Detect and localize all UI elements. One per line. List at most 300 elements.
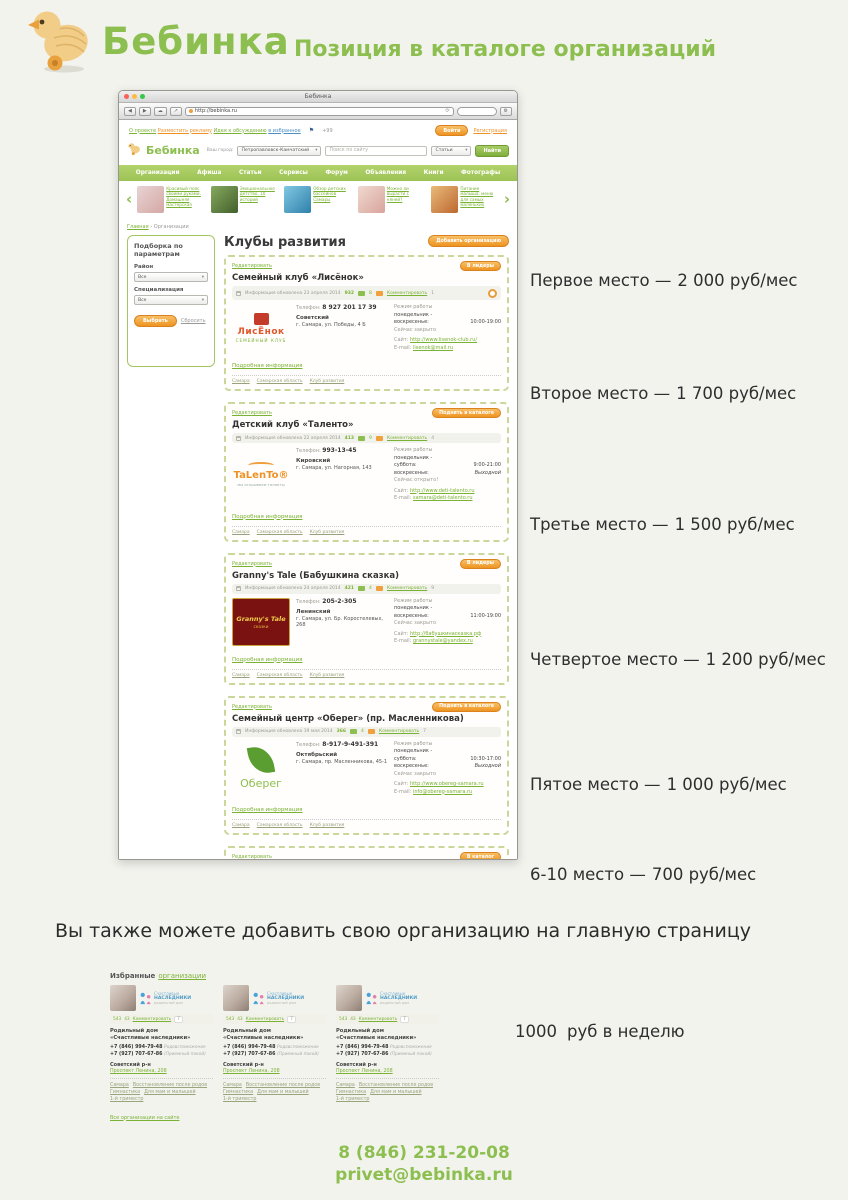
tag-links bbox=[232, 823, 501, 828]
tag-link[interactable]: Клуб развития bbox=[309, 823, 345, 828]
organization-card bbox=[224, 846, 509, 859]
tag-link[interactable]: Для мам и малышей bbox=[257, 1090, 309, 1096]
divider bbox=[232, 819, 501, 820]
carousel-item[interactable] bbox=[137, 186, 205, 213]
nav-item[interactable]: Форум bbox=[325, 170, 348, 176]
address: г. Самара, пр. Масленникова, 45-1 bbox=[296, 758, 388, 765]
featured-tags bbox=[110, 1082, 213, 1104]
featured-district: Советский р-н bbox=[336, 1061, 377, 1068]
logo-text: TaLenTo® bbox=[233, 470, 289, 482]
phone-number: 8 927 201 17 39 bbox=[322, 304, 377, 311]
schedule-row: воскресенье: 11:00-19:00 bbox=[394, 612, 501, 619]
phone-label: Телефон: bbox=[296, 448, 321, 454]
district: Октябрьский bbox=[296, 751, 338, 758]
organization-logo bbox=[232, 304, 290, 352]
schedule-row: воскресенье: 10:00-19:00 bbox=[394, 319, 501, 325]
logo-subtext: сказки bbox=[253, 623, 269, 629]
featured-photo bbox=[336, 985, 362, 1011]
logo-text: ЛисЁнок bbox=[237, 327, 285, 337]
register-link[interactable]: Регистрация bbox=[473, 127, 507, 134]
details-link[interactable]: Подробная информация bbox=[232, 807, 303, 813]
browser-search-field[interactable] bbox=[457, 107, 497, 116]
filter-panel bbox=[127, 235, 215, 367]
logo-text: Granny's Tale bbox=[236, 614, 286, 623]
contact-email[interactable]: privet@bebinka.ru bbox=[335, 1165, 513, 1185]
weekly-price-suffix: руб в неделю bbox=[567, 1022, 685, 1041]
featured-label: Избранные bbox=[110, 972, 156, 980]
tag-links bbox=[232, 530, 501, 535]
divider bbox=[110, 1078, 213, 1079]
nav-item[interactable]: Книги bbox=[423, 170, 444, 176]
site-label: Сайт: bbox=[394, 337, 409, 343]
details-link[interactable]: Подробная информация bbox=[232, 656, 303, 663]
price-value: 1 500 руб/мес bbox=[674, 515, 795, 534]
organization-name: Детский клуб «Таленто» bbox=[232, 420, 354, 430]
edit-link[interactable]: Редактировать bbox=[232, 263, 272, 269]
article-link[interactable]: Можно ли вырасти с няней? bbox=[386, 186, 409, 202]
schedule-row: понедельник - bbox=[394, 748, 433, 754]
logo-icon bbox=[248, 462, 274, 469]
schedule-row: понедельник - bbox=[394, 454, 433, 461]
gear-icon[interactable]: ⚙ bbox=[500, 107, 512, 116]
info-bar bbox=[232, 584, 501, 594]
article-thumbnail bbox=[358, 186, 385, 213]
article-thumbnail bbox=[137, 186, 164, 213]
address: г. Самара, ул. Бр. Коростелевых, 268 bbox=[296, 615, 384, 628]
phone-number: 8-917-9-491-391 bbox=[322, 740, 379, 748]
work-hours-label: Режим работы bbox=[394, 304, 433, 310]
price-value: 1 200 руб/мес bbox=[705, 650, 826, 669]
site-header bbox=[119, 139, 517, 165]
views-count: 543 bbox=[113, 1016, 122, 1022]
email-link[interactable]: info@obereg-samara.ru bbox=[412, 788, 473, 795]
likes-count: 43 bbox=[124, 1016, 130, 1022]
site-label: Сайт: bbox=[394, 487, 409, 494]
price-row bbox=[530, 650, 826, 670]
featured-photo bbox=[223, 985, 249, 1011]
likes-count: 9 bbox=[369, 435, 372, 441]
comments-count: 4 bbox=[431, 435, 435, 441]
tag-link[interactable]: Восстановление после родов bbox=[358, 1082, 434, 1088]
browser-toolbar bbox=[119, 103, 517, 120]
tag-link[interactable]: Самара bbox=[232, 672, 250, 678]
catalog-title: Клубы развития bbox=[224, 235, 346, 250]
bebinka-duck-logo bbox=[24, 6, 98, 78]
nav-item[interactable]: Афиша bbox=[197, 170, 222, 176]
forward-icon[interactable]: ▶ bbox=[139, 107, 151, 116]
comments-count: 7 bbox=[287, 1016, 296, 1023]
tag-link[interactable]: Самарская область bbox=[256, 823, 303, 828]
organization-card bbox=[224, 255, 509, 391]
logo-text: Оберег bbox=[240, 776, 282, 790]
phone-number: 993-13-45 bbox=[322, 447, 357, 454]
featured-address-link[interactable]: Проспект Ленина, 208 bbox=[336, 1068, 393, 1074]
promote-button[interactable]: В лидеры bbox=[460, 559, 501, 569]
email-link[interactable]: grannystale@yandex.ru bbox=[412, 638, 473, 644]
phone-label: Телефон: bbox=[296, 741, 321, 748]
featured-org-name: Родильный дом «Счастливые наследники» bbox=[110, 1028, 191, 1042]
promote-button[interactable]: Поднять в каталоге bbox=[432, 702, 501, 712]
contact-phone: 8 (846) 231-20-08 bbox=[338, 1143, 510, 1163]
divider bbox=[232, 375, 501, 376]
city-label: Ваш город: bbox=[206, 148, 234, 153]
likes-count: 4 bbox=[361, 729, 364, 734]
website-link[interactable]: http://бабушкинасказка.рф bbox=[410, 630, 482, 637]
tag-link[interactable]: Самара bbox=[232, 823, 250, 828]
organization-card bbox=[224, 402, 509, 542]
featured-photo bbox=[110, 985, 136, 1011]
breadcrumb: Главная › Организации bbox=[127, 224, 189, 230]
cloud-icon[interactable]: ☁ bbox=[154, 107, 167, 116]
comments-count: 7 bbox=[174, 1016, 183, 1023]
article-link[interactable]: Питание малыша: меню для самых маленьких bbox=[460, 186, 494, 208]
comment-link[interactable]: Комментировать bbox=[132, 1016, 172, 1022]
comment-link[interactable]: Комментировать bbox=[386, 290, 428, 296]
tag-link[interactable]: Для мам и малышей bbox=[370, 1090, 422, 1096]
tag-link[interactable]: 1-й триместр bbox=[336, 1097, 370, 1103]
site-content bbox=[119, 120, 517, 859]
like-icon[interactable] bbox=[350, 729, 357, 734]
email-label: E-mail: bbox=[394, 638, 412, 644]
divider bbox=[232, 669, 501, 670]
like-icon[interactable] bbox=[358, 291, 365, 296]
district-filter-label: Район bbox=[134, 264, 154, 271]
featured-organizations bbox=[110, 972, 450, 1123]
tag-link[interactable]: 1-й триместр bbox=[110, 1097, 144, 1103]
page-footer bbox=[0, 1143, 848, 1185]
site-topbar bbox=[119, 120, 517, 139]
search-scope-select[interactable]: Статьи ▾ bbox=[431, 146, 471, 156]
email-label: E-mail: bbox=[394, 344, 412, 351]
comment-link[interactable]: Комментировать bbox=[358, 1016, 398, 1022]
flag-icon bbox=[309, 127, 314, 134]
views-count: 932 bbox=[344, 290, 355, 296]
email-link[interactable]: lisenok@mail.ru bbox=[412, 344, 454, 351]
weekly-price-value: 1000 bbox=[515, 1022, 557, 1041]
logo-subtext: мы открываем таланты bbox=[237, 482, 285, 488]
favorites-count: +99 bbox=[322, 127, 333, 134]
views-count: 543 bbox=[339, 1016, 348, 1022]
article-thumbnail bbox=[284, 186, 311, 213]
price-label: Третье место — bbox=[530, 515, 669, 534]
price-row bbox=[530, 775, 826, 795]
price-row bbox=[530, 384, 826, 404]
featured-tags bbox=[223, 1082, 326, 1104]
article-thumbnail bbox=[431, 186, 458, 213]
price-value: 1 700 руб/мес bbox=[676, 384, 797, 403]
nav-item[interactable]: Объявления bbox=[365, 170, 407, 176]
carousel-next-icon[interactable]: › bbox=[503, 190, 510, 208]
schedule-row: воскресенье: Выходной bbox=[394, 763, 501, 769]
address: г. Самара, ул. Победы, 4 Б bbox=[296, 322, 366, 328]
window-title: Бебинка bbox=[304, 93, 332, 100]
city-select[interactable]: Петропавловск-Камчатский ▾ bbox=[237, 146, 321, 156]
browser-window bbox=[118, 90, 518, 860]
schedule-row: понедельник - bbox=[394, 311, 433, 318]
tag-link[interactable]: Восстановление после родов bbox=[245, 1082, 321, 1088]
tag-links bbox=[232, 379, 501, 384]
comment-link[interactable]: Комментировать bbox=[386, 435, 428, 441]
updated-text: Информация обновлена 19 мая 2014 bbox=[245, 729, 333, 734]
district: Советский bbox=[296, 315, 329, 321]
open-status: Сейчас закрыто bbox=[394, 770, 437, 777]
site-label: Сайт: bbox=[394, 781, 409, 787]
site-duck-logo bbox=[127, 141, 142, 160]
catalog-content bbox=[119, 219, 517, 859]
specialization-select[interactable]: Все ▾ bbox=[134, 295, 208, 305]
tag-link[interactable]: Самара bbox=[110, 1082, 129, 1088]
website-link[interactable]: http://www.deti-talento.ru bbox=[410, 487, 475, 494]
comment-link[interactable]: Комментировать bbox=[245, 1016, 285, 1022]
featured-phones: +7 (846) 994-79-48 Родовспоможение +7 (927) 707-67-86 (Приемный покой) bbox=[110, 1045, 206, 1057]
comments-count: 7 bbox=[400, 1016, 409, 1023]
likes-count: 8 bbox=[369, 290, 372, 296]
price-value: 2 000 руб/мес bbox=[677, 271, 798, 290]
info-bar bbox=[232, 727, 501, 737]
organization-logo bbox=[232, 741, 290, 797]
featured-logo: Счастливые НАСЛЕДНИКИ родильный дом bbox=[252, 991, 304, 1005]
divider bbox=[223, 1078, 326, 1079]
site-label: Сайт: bbox=[394, 630, 409, 637]
phone-label: Телефон: bbox=[296, 598, 321, 605]
featured-stats-bar bbox=[223, 1014, 326, 1024]
dislike-icon[interactable] bbox=[376, 291, 383, 296]
open-status: Сейчас открыто! bbox=[394, 477, 439, 483]
filter-title: Подборка по параметрам bbox=[134, 242, 183, 259]
work-hours-label: Режим работы bbox=[394, 740, 433, 747]
nav-item[interactable]: Фотографы bbox=[461, 170, 501, 176]
article-carousel bbox=[119, 181, 517, 219]
work-hours-label: Режим работы bbox=[394, 597, 433, 604]
article-link[interactable]: Эмоциональное детство. 10 историй bbox=[239, 186, 275, 202]
updated-text: Информация обновлена 22 апреля 2014 bbox=[245, 435, 341, 441]
organization-name: Семейный клуб «Лисёнок» bbox=[232, 273, 364, 283]
topbar-link[interactable]: Разместить рекламу bbox=[157, 127, 212, 134]
site-search-button[interactable]: Найти bbox=[475, 145, 508, 157]
listings-column bbox=[224, 235, 509, 859]
promote-button[interactable]: В лидеры bbox=[460, 261, 501, 271]
reload-icon[interactable]: ⟳ bbox=[445, 108, 450, 114]
price-row bbox=[530, 865, 826, 885]
carousel-prev-icon[interactable]: ‹ bbox=[126, 190, 133, 208]
address: г. Самара, ул. Нагорная, 143 bbox=[296, 465, 372, 471]
edit-link[interactable]: Редактировать bbox=[232, 854, 272, 859]
schedule-row: понедельник - bbox=[394, 605, 433, 611]
info-bar bbox=[232, 286, 501, 300]
details-link[interactable]: Подробная информация bbox=[232, 513, 303, 520]
website-link[interactable]: http://www.obereg-samara.ru bbox=[410, 781, 484, 787]
featured-logo: Счастливые НАСЛЕДНИКИ родильный дом bbox=[139, 991, 191, 1005]
calendar-icon bbox=[236, 729, 241, 734]
views-count: 543 bbox=[226, 1016, 235, 1022]
all-organizations-link[interactable]: Все организации на сайте bbox=[110, 1114, 180, 1121]
tag-link[interactable]: Восстановление после родов bbox=[132, 1082, 208, 1088]
featured-district: Советский р-н bbox=[223, 1061, 264, 1068]
login-button[interactable]: Войти bbox=[435, 125, 468, 136]
featured-org-name: Родильный дом «Счастливые наследники» bbox=[223, 1028, 304, 1042]
organization-logo bbox=[232, 447, 290, 503]
family-icon bbox=[139, 992, 152, 1005]
dislike-icon[interactable] bbox=[376, 436, 383, 441]
weekly-price bbox=[515, 1022, 685, 1041]
edit-link[interactable]: Редактировать bbox=[232, 560, 272, 567]
updated-text: Информация обновлена 23 апреля 2014 bbox=[245, 290, 341, 296]
views-count: 421 bbox=[344, 586, 355, 591]
comments-count: 9 bbox=[431, 586, 435, 591]
views-count: 413 bbox=[344, 435, 355, 441]
article-link[interactable]: Красивый пояс своими руками. Домашняя мастерская bbox=[166, 186, 201, 208]
comment-link[interactable]: Комментировать bbox=[386, 586, 428, 591]
price-list bbox=[530, 271, 826, 885]
carousel-item[interactable] bbox=[284, 186, 352, 213]
tag-link[interactable]: Самарская область bbox=[256, 379, 303, 384]
specialization-filter-label: Специализация bbox=[134, 287, 184, 294]
price-label: Второе место — bbox=[530, 384, 671, 403]
featured-stats-bar bbox=[336, 1014, 439, 1024]
filter-submit-button[interactable]: Выбрать bbox=[134, 315, 177, 327]
price-label: Четвертое место — bbox=[530, 650, 700, 669]
page-title: Позиция в каталоге организаций bbox=[294, 37, 717, 62]
price-label: Пятое место — bbox=[530, 775, 661, 794]
updated-text: Информация обновлена 24 апреля 2014 bbox=[245, 586, 341, 591]
tag-link[interactable]: Самара bbox=[232, 529, 250, 535]
calendar-icon bbox=[236, 436, 241, 441]
logo-icon bbox=[247, 744, 275, 776]
tag-link[interactable]: Самара bbox=[336, 1082, 355, 1088]
promote-button[interactable]: В каталог bbox=[460, 852, 501, 859]
district-select[interactable]: Все ▾ bbox=[134, 272, 208, 282]
email-link[interactable]: samara@deti-talento.ru bbox=[412, 495, 473, 501]
open-status: Сейчас закрыто bbox=[394, 620, 437, 626]
divider bbox=[336, 1078, 439, 1079]
info-bar bbox=[232, 433, 501, 443]
tag-links bbox=[232, 673, 501, 678]
schedule-row: воскресенье: Выходной bbox=[394, 469, 501, 476]
price-label: Первое место — bbox=[530, 271, 672, 290]
schedule-row: суббота: 10:30-17:00 bbox=[394, 755, 501, 762]
share-icon[interactable]: ↗ bbox=[170, 107, 182, 116]
article-link[interactable]: Обзор детских бассейнов Самары bbox=[313, 186, 346, 202]
calendar-icon bbox=[236, 291, 241, 296]
family-icon bbox=[365, 992, 378, 1005]
back-icon[interactable]: ◀ bbox=[124, 107, 136, 116]
views-count: 366 bbox=[336, 729, 346, 734]
phone-number: 205-2-305 bbox=[322, 597, 357, 605]
filter-reset-link[interactable]: Сбросить bbox=[180, 318, 206, 325]
breadcrumb-home-link[interactable]: Главная bbox=[127, 224, 149, 230]
nav-item[interactable]: Сервисы bbox=[279, 170, 308, 176]
topbar-link[interactable]: в избранное bbox=[268, 127, 301, 134]
price-label: 6-10 место — bbox=[530, 865, 646, 884]
organization-card bbox=[224, 696, 509, 836]
website-link[interactable]: http://www.lisenok-club.ru/ bbox=[410, 337, 478, 343]
family-icon bbox=[252, 992, 265, 1005]
leader-medal-icon bbox=[488, 289, 497, 298]
promote-button[interactable]: Поднять в каталоге bbox=[432, 408, 501, 418]
comment-link[interactable]: Комментировать bbox=[378, 729, 420, 734]
featured-address-link[interactable]: Проспект Ленина, 208 bbox=[223, 1068, 280, 1074]
site-brand: Бебинка bbox=[146, 144, 200, 157]
price-value: 700 руб/мес bbox=[651, 865, 757, 884]
featured-stats-bar bbox=[110, 1014, 213, 1024]
tag-link[interactable]: Самарская область bbox=[256, 529, 303, 535]
tag-link[interactable]: Самара bbox=[232, 379, 250, 384]
topbar-link[interactable]: О проекте bbox=[129, 127, 157, 134]
work-hours-label: Режим работы bbox=[394, 447, 433, 453]
divider bbox=[232, 526, 501, 527]
logo-icon bbox=[254, 313, 269, 325]
featured-phones: +7 (846) 994-79-48 Родовспоможение +7 (927) 707-67-86 (Приемный покой) bbox=[336, 1045, 432, 1057]
tag-link[interactable]: Клуб развития bbox=[309, 379, 345, 384]
tag-link[interactable]: Клуб развития bbox=[309, 672, 345, 678]
featured-address-link[interactable]: Проспект Ленина, 208 bbox=[110, 1068, 167, 1074]
browser-titlebar bbox=[119, 91, 517, 103]
topbar-link[interactable]: Идея к обсуждению bbox=[213, 127, 267, 134]
tag-link[interactable]: Самарская область bbox=[256, 672, 303, 678]
edit-link[interactable]: Редактировать bbox=[232, 410, 272, 416]
favicon bbox=[189, 109, 193, 113]
organization-name: Семейный центр «Оберег» (пр. Масленникова) bbox=[232, 713, 464, 724]
featured-phones: +7 (846) 994-79-48 Родовспоможение +7 (927) 707-67-86 (Приемный покой) bbox=[223, 1045, 319, 1057]
carousel-item[interactable] bbox=[431, 186, 499, 213]
featured-card bbox=[223, 985, 326, 1104]
add-organization-button[interactable]: Добавить организацию bbox=[428, 235, 509, 247]
tag-link[interactable]: Гимнастика bbox=[223, 1090, 254, 1096]
breadcrumb-current: Организации bbox=[153, 224, 189, 230]
edit-link[interactable]: Редактировать bbox=[232, 703, 272, 710]
site-search-input[interactable]: Поиск по сайту bbox=[325, 146, 427, 156]
organization-name: Granny's Tale (Бабушкина сказка) bbox=[232, 570, 400, 581]
carousel-item[interactable] bbox=[211, 186, 279, 213]
carousel-item[interactable] bbox=[358, 186, 426, 213]
featured-district: Советский р-н bbox=[110, 1061, 151, 1068]
email-label: E-mail: bbox=[394, 495, 412, 501]
like-icon[interactable] bbox=[358, 436, 365, 441]
article-thumbnail bbox=[211, 186, 238, 213]
nav-item[interactable]: Статьи bbox=[239, 170, 262, 176]
featured-organizations-link[interactable]: организации bbox=[158, 972, 207, 980]
logo-subtext: СЕМЕЙНЫЙ КЛУБ bbox=[235, 338, 287, 343]
open-status: Сейчас закрыто bbox=[394, 326, 437, 333]
nav-item[interactable]: Организации bbox=[135, 170, 180, 176]
like-icon[interactable] bbox=[358, 586, 365, 591]
likes-count: 4 bbox=[369, 586, 372, 591]
organization-logo bbox=[232, 598, 290, 646]
dislike-icon[interactable] bbox=[376, 586, 383, 591]
tag-link[interactable]: 1-й триместр bbox=[223, 1097, 257, 1103]
tag-link[interactable]: Самара bbox=[223, 1082, 242, 1088]
address-bar[interactable] bbox=[185, 107, 454, 116]
tag-link[interactable]: Клуб развития bbox=[309, 529, 345, 535]
email-label: E-mail: bbox=[394, 788, 412, 795]
calendar-icon bbox=[236, 586, 241, 591]
details-link[interactable]: Подробная информация bbox=[232, 363, 303, 369]
tag-link[interactable]: Для мам и малышей bbox=[144, 1090, 196, 1096]
featured-card bbox=[110, 985, 213, 1104]
schedule-row: суббота: 9:00-21:00 bbox=[394, 462, 501, 468]
featured-org-name: Родильный дом «Счастливые наследники» bbox=[336, 1028, 417, 1042]
main-navigation bbox=[119, 165, 517, 181]
district: Ленинский bbox=[296, 608, 331, 615]
featured-tags bbox=[336, 1082, 439, 1104]
featured-card bbox=[336, 985, 439, 1104]
dislike-icon[interactable] bbox=[368, 729, 375, 734]
tag-link[interactable]: Гимнастика bbox=[110, 1090, 141, 1096]
organization-card bbox=[224, 553, 509, 685]
district: Кировский bbox=[296, 458, 331, 464]
tag-link[interactable]: Гимнастика bbox=[336, 1090, 367, 1096]
bottom-heading: Вы также можете добавить свою организацию на главную страницу bbox=[55, 920, 752, 942]
